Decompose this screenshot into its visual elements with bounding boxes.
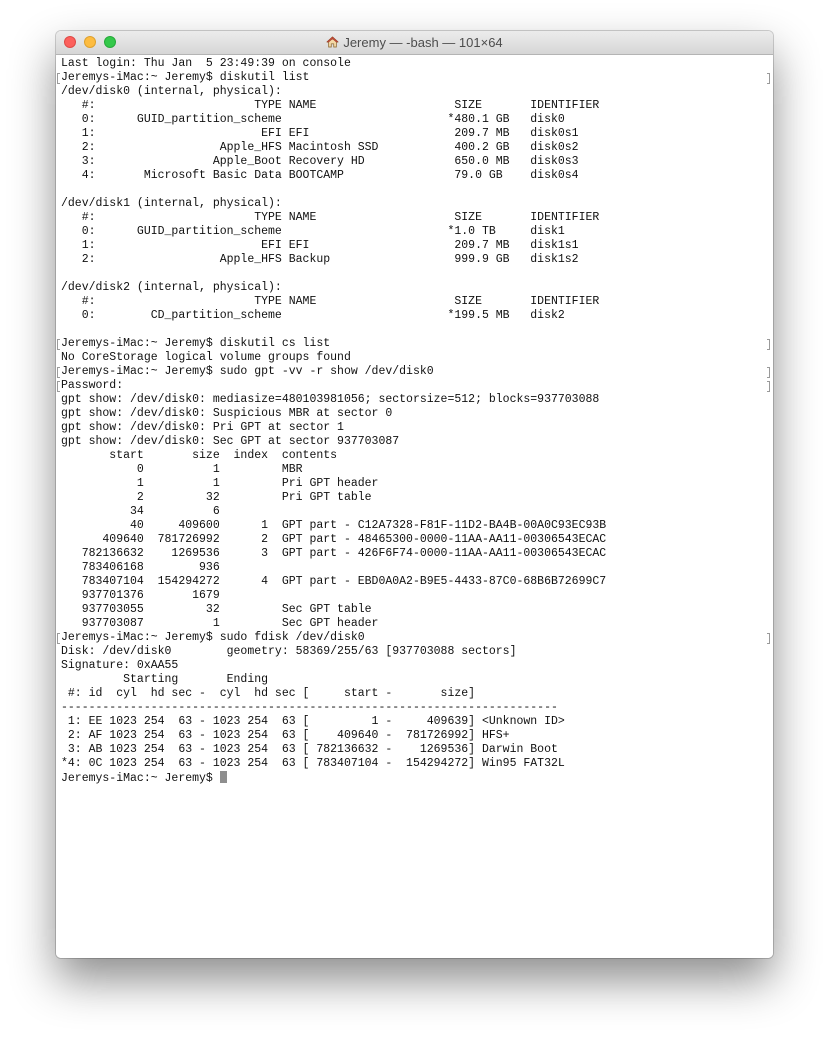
terminal-line [61, 365, 434, 379]
terminal-line [61, 211, 599, 225]
terminal-content[interactable] [56, 55, 773, 958]
terminal-line-text: ------------------------------------------------------------------------ [61, 701, 558, 714]
mark-bracket-left [57, 381, 60, 392]
mark-bracket-right [767, 339, 770, 350]
terminal-line [61, 617, 378, 631]
terminal-line [61, 659, 178, 673]
terminal-line-text: /dev/disk2 (internal, physical): [61, 281, 282, 294]
terminal-line-text: Starting Ending [61, 673, 269, 686]
terminal-line-text: 4: Microsoft Basic Data BOOTCAMP 79.0 GB disk0s4 [61, 169, 579, 182]
terminal-line-text: 0: GUID_partition_scheme *1.0 TB disk1 [61, 225, 565, 238]
terminal-line [61, 239, 579, 253]
terminal-line [61, 253, 579, 267]
terminal-line [61, 589, 220, 603]
terminal-line-text: #: TYPE NAME SIZE IDENTIFIER [61, 295, 600, 308]
terminal-line [61, 757, 565, 771]
terminal-line-text: 937703055 32 Sec GPT table [61, 603, 372, 616]
terminal-line-text: 783406168 936 [61, 561, 220, 574]
terminal-line-text: 937703087 1 Sec GPT header [61, 617, 379, 630]
terminal-line [61, 505, 220, 519]
terminal-line-text: #: id cyl hd sec - cyl hd sec [ start - size] [61, 687, 476, 700]
terminal-line [61, 575, 606, 589]
terminal-line [61, 85, 282, 99]
terminal-line-text: 2: AF 1023 254 63 - 1023 254 63 [ 409640 - 781726992] HFS+ [61, 729, 510, 742]
terminal-window [56, 31, 773, 958]
terminal-line-text: #: TYPE NAME SIZE IDENTIFIER [61, 211, 600, 224]
terminal-line-text: 3: AB 1023 254 63 - 1023 254 63 [ 782136632 - 1269536] Darwin Boot [61, 743, 558, 756]
terminal-line [61, 351, 351, 365]
terminal-line-text: Jeremys-iMac:~ Jeremy$ diskutil cs list [61, 337, 331, 350]
terminal-line [61, 743, 558, 757]
terminal-line [61, 379, 123, 393]
terminal-line-text: gpt show: /dev/disk0: mediasize=480103981056; sectorsize=512; blocks=937703088 [61, 393, 600, 406]
terminal-line-text: 0: CD_partition_scheme *199.5 MB disk2 [61, 309, 565, 322]
terminal-line-text: gpt show: /dev/disk0: Sec GPT at sector 937703087 [61, 435, 400, 448]
terminal-line [61, 603, 372, 617]
terminal-line-text: 409640 781726992 2 GPT part - 48465300-0000-11AA-AA11-00306543ECAC [61, 533, 607, 546]
terminal-line [61, 715, 565, 729]
mark-bracket-left [57, 633, 60, 644]
terminal-line-text: /dev/disk0 (internal, physical): [61, 85, 282, 98]
title-bar[interactable] [56, 31, 773, 55]
terminal-line [61, 421, 344, 435]
terminal-line [61, 449, 337, 463]
mark-bracket-right [767, 73, 770, 84]
terminal-line-text: Disk: /dev/disk0 geometry: 58369/255/63 [937703088 sectors] [61, 645, 517, 658]
terminal-line-text: /dev/disk1 (internal, physical): [61, 197, 282, 210]
terminal-line-text: 1: EFI EFI 209.7 MB disk1s1 [61, 239, 579, 252]
terminal-line-text: 0 1 MBR [61, 463, 303, 476]
terminal-line [61, 547, 606, 561]
terminal-line [61, 463, 303, 477]
mark-bracket-left [57, 367, 60, 378]
terminal-line-text: start size index contents [61, 449, 338, 462]
terminal-line-text: 1: EE 1023 254 63 - 1023 254 63 [ 1 - 409639] <Unknown ID> [61, 715, 565, 728]
mark-bracket-right [767, 633, 770, 644]
terminal-line-text: Jeremys-iMac:~ Jeremy$ [61, 772, 220, 785]
terminal-line [61, 477, 378, 491]
terminal-line-text: 34 6 [61, 505, 220, 518]
terminal-line [61, 113, 565, 127]
terminal-line [61, 435, 399, 449]
terminal-line [61, 673, 268, 687]
terminal-line [61, 225, 565, 239]
terminal-line-text: Password: [61, 379, 124, 392]
terminal-line [61, 519, 606, 533]
terminal-line-text: 1: EFI EFI 209.7 MB disk0s1 [61, 127, 579, 140]
terminal-line-text: 2: Apple_HFS Backup 999.9 GB disk1s2 [61, 253, 579, 266]
terminal-line [61, 141, 579, 155]
terminal-line [61, 491, 372, 505]
terminal-line-text: #: TYPE NAME SIZE IDENTIFIER [61, 99, 600, 112]
mark-bracket-left [57, 73, 60, 84]
terminal-line-text: 937701376 1679 [61, 589, 220, 602]
window-title: Jeremy — -bash — 101×64 [343, 35, 503, 50]
terminal-line-text: *4: 0C 1023 254 63 - 1023 254 63 [ 783407104 - 154294272] Win95 FAT32L [61, 757, 565, 770]
terminal-line [61, 729, 510, 743]
mark-bracket-right [767, 381, 770, 392]
window-title-container [56, 31, 773, 54]
terminal-line-text: No CoreStorage logical volume groups found [61, 351, 351, 364]
mark-bracket-left [57, 339, 60, 350]
home-icon [326, 32, 339, 55]
terminal-line [61, 645, 516, 659]
terminal-line-text: Jeremys-iMac:~ Jeremy$ sudo fdisk /dev/disk0 [61, 631, 365, 644]
terminal-line [61, 393, 599, 407]
terminal-line [61, 99, 599, 113]
terminal-line [61, 631, 365, 645]
terminal-line-text: Jeremys-iMac:~ Jeremy$ sudo gpt -vv -r show /dev/disk0 [61, 365, 434, 378]
terminal-line [61, 309, 565, 323]
terminal-line-text: 2 32 Pri GPT table [61, 491, 372, 504]
terminal-line [61, 533, 606, 547]
terminal-line-text: 2: Apple_HFS Macintosh SSD 400.2 GB disk0s2 [61, 141, 579, 154]
terminal-line [61, 197, 282, 211]
terminal-line-text: 1 1 Pri GPT header [61, 477, 379, 490]
terminal-line [61, 57, 351, 71]
text-cursor [220, 771, 227, 783]
terminal-line [61, 169, 579, 183]
terminal-line-text: 0: GUID_partition_scheme *480.1 GB disk0 [61, 113, 565, 126]
terminal-line [61, 281, 282, 295]
terminal-line-text: Jeremys-iMac:~ Jeremy$ diskutil list [61, 71, 310, 84]
terminal-line [61, 561, 220, 575]
terminal-line-text: Last login: Thu Jan 5 23:49:39 on console [61, 57, 351, 70]
terminal-line [61, 71, 309, 85]
terminal-line-text: 782136632 1269536 3 GPT part - 426F6F74-0000-11AA-AA11-00306543ECAC [61, 547, 607, 560]
terminal-line [61, 155, 579, 169]
terminal-line-text: 3: Apple_Boot Recovery HD 650.0 MB disk0s3 [61, 155, 579, 168]
terminal-line [61, 127, 579, 141]
mark-bracket-right [767, 367, 770, 378]
terminal-line [61, 295, 599, 309]
terminal-line-text: Signature: 0xAA55 [61, 659, 179, 672]
terminal-line-text: gpt show: /dev/disk0: Pri GPT at sector 1 [61, 421, 344, 434]
prompt-line [61, 771, 227, 785]
terminal-line [61, 407, 392, 421]
terminal-line [61, 687, 475, 701]
terminal-line [61, 337, 330, 351]
terminal-line-text: 40 409600 1 GPT part - C12A7328-F81F-11D2-BA4B-00A0C93EC93B [61, 519, 607, 532]
terminal-line-text: 783407104 154294272 4 GPT part - EBD0A0A2-B9E5-4433-87C0-68B6B72699C7 [61, 575, 607, 588]
terminal-line [61, 701, 558, 715]
terminal-line-text: gpt show: /dev/disk0: Suspicious MBR at sector 0 [61, 407, 393, 420]
